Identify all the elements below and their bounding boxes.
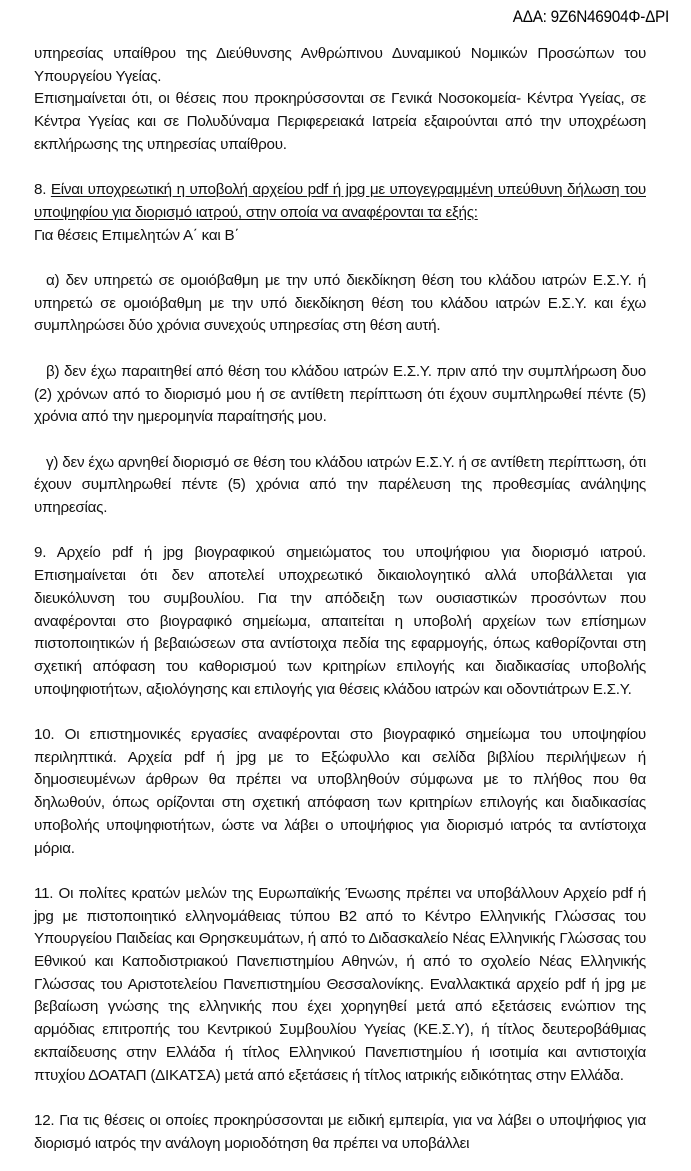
item-10: 10. Οι επιστημονικές εργασίες αναφέρονται στο βιογραφικό σημείωμα του υποψηφίου περιληπτικά. Αρχεία pdf ή jpg με το Εξώφυλλο και σελίδα βιβλίου περιλήψεων ή δημοσιευμένων άρθρων θα πρέπει να υποβληθούν σύμφωνα με το πλήθος που θα δηλωθούν, όπως ορίζονται στη σχετική απόφαση των κριτηρίων επιλογής και διαδικασίας υποβολής υποψηφιοτήτων, ώστε να λάβει ο υποψήφιος για διορισμό ιατρός τα αντίστοιχα μόρια. — [34, 726, 646, 857]
item-11: 11. Οι πολίτες κρατών μελών της Ευρωπαϊκής Ένωσης πρέπει να υποβάλλουν Αρχείο pdf ή jpg με πιστοποιητικό ελληνομάθειας τύπου Β2 από το Κέντρο Ελληνικής Γλώσσας του Υπουργείου Παιδείας και Θρησκευμάτων, ή από το Διδασκαλείο Νέας Ελληνικής Γλώσσας του Εθνικού και Καποδιστριακού Πανεπιστημίου Αθηνών, ή από το σχολείο Νέας Ελληνικής Γλώσσας του Αριστοτελείου Πανεπιστημίου Θεσσαλονίκης. Εναλλακτικά αρχείο pdf ή jpg με βεβαίωση γνώσης της ελληνικής που έχει χορηγηθεί μετά από εξετάσεις ενώπιον της αρμόδιας επιτροπής του Κεντρικού Συμβουλίου Υγείας (ΚΕ.Σ.Υ), ή τίτλος δευτεροβάθμιας εκπαίδευσης στην Ελλάδα ή τίτλος Ελληνικού Πανεπιστημίου ή ισοτιμία και αντιστοιχία πτυχίου ΔΟΑΤΑΠ (ΔΙΚΑΤΣΑ) μετά από εξετάσεις ή τίτλος ιατρικής ειδικότητας στην Ελλάδα. — [34, 884, 646, 1084]
item-8-clause-a: α) δεν υπηρετώ σε ομοιόβαθμη με την υπό διεκδίκηση θέση του κλάδου ιατρών Ε.Σ.Υ. ή υπηρετώ σε ομοιόβαθμη με την υπό διεκδίκηση θέση του κλάδου ιατρών Ε.Σ.Υ. και έχω συμπληρώσει δύο χρόνια συνεχούς υπηρεσίας στη θέση αυτή. — [34, 272, 646, 335]
item-8-heading: Είναι υποχρεωτική η υποβολή αρχείου pdf ή jpg με υπογεγραμμένη υπεύθυνη δήλωση του υποψηφίου για διορισμό ιατρού, στην οποία να αναφέρονται τα εξής: — [34, 181, 646, 221]
item-8-clause-b: β) δεν έχω παραιτηθεί από θέση του κλάδου ιατρών Ε.Σ.Υ. πριν από την συμπλήρωση δυο (2) χρόνων από το διορισμό μου ή σε αντίθετη περίπτωση ότι έχουν συμπληρωθεί πέντε (5) χρόνια από την ημερομηνία παραίτησής μου. — [34, 362, 646, 426]
item-8-clause-c: γ) δεν έχω αρνηθεί διορισμό σε θέση του κλάδου ιατρών Ε.Σ.Υ. ή σε αντίθετη περίπτωση, ότι έχουν συμπληρωθεί πέντε (5) χρόνια από την παρέλευση της προθεσμίας ανάληψης υπηρεσίας. — [34, 453, 646, 516]
item-8-number: 8. — [34, 181, 51, 199]
item-8-subheading: Για θέσεις Επιμελητών Α΄ και Β΄ — [34, 226, 240, 244]
paragraph-exemption-note: Επισημαίνεται ότι, οι θέσεις που προκηρύσσονται σε Γενικά Νοσοκομεία- Κέντρα Υγείας, σε Κέντρα Υγείας και σε Πολυδύναμα Περιφερειακά Ιατρεία εξαιρούνται από την υποχρέωση εκπλήρωσης της υπηρεσίας υπαίθρου. — [34, 90, 646, 153]
item-9: 9. Αρχείο pdf ή jpg βιογραφικού σημειώματος του υποψήφιου για διορισμό ιατρού. Επισημαίνεται ότι δεν αποτελεί υποχρεωτικό δικαιολογητικό αλλά υποβάλλεται για διευκόλυνση του συμβουλίου. Για την απόδειξη των ουσιαστικών προσόντων που αναφέρονται στο βιογραφικό σημείωμα, απαιτείται η υποβολή αρχείων των επίσημων πιστοποιητικών ή βεβαιώσεων στα αντίστοιχα πεδία της εφαρμογής, όπως καθορίζονται στη σχετική απόφαση του καθορισμού των κριτηρίων επιλογής και διαδικασίας υποβολής υποψηφιοτήτων, αξιολόγησης και επιλογής για θέσεις κλάδου ιατρών και οδοντιάτρων Ε.Σ.Υ. — [34, 544, 646, 698]
ada-identifier: ΑΔΑ: 9Ζ6Ν46904Φ-ΔΡΙ — [512, 8, 669, 26]
document-body — [34, 43, 646, 1155]
paragraph-rural-service: υπηρεσίας υπαίθρου της Διεύθυνσης Ανθρώπινου Δυναμικού Νομικών Προσώπων του Υπουργείου Υγείας. — [34, 45, 646, 85]
item-12: 12. Για τις θέσεις οι οποίες προκηρύσσονται με ειδική εμπειρία, για να λάβει ο υποψήφιος για διορισμό ιατρός την ανάλογη μοριοδότηση θα πρέπει να υποβάλλει — [34, 1111, 646, 1152]
item-8 — [34, 179, 646, 224]
